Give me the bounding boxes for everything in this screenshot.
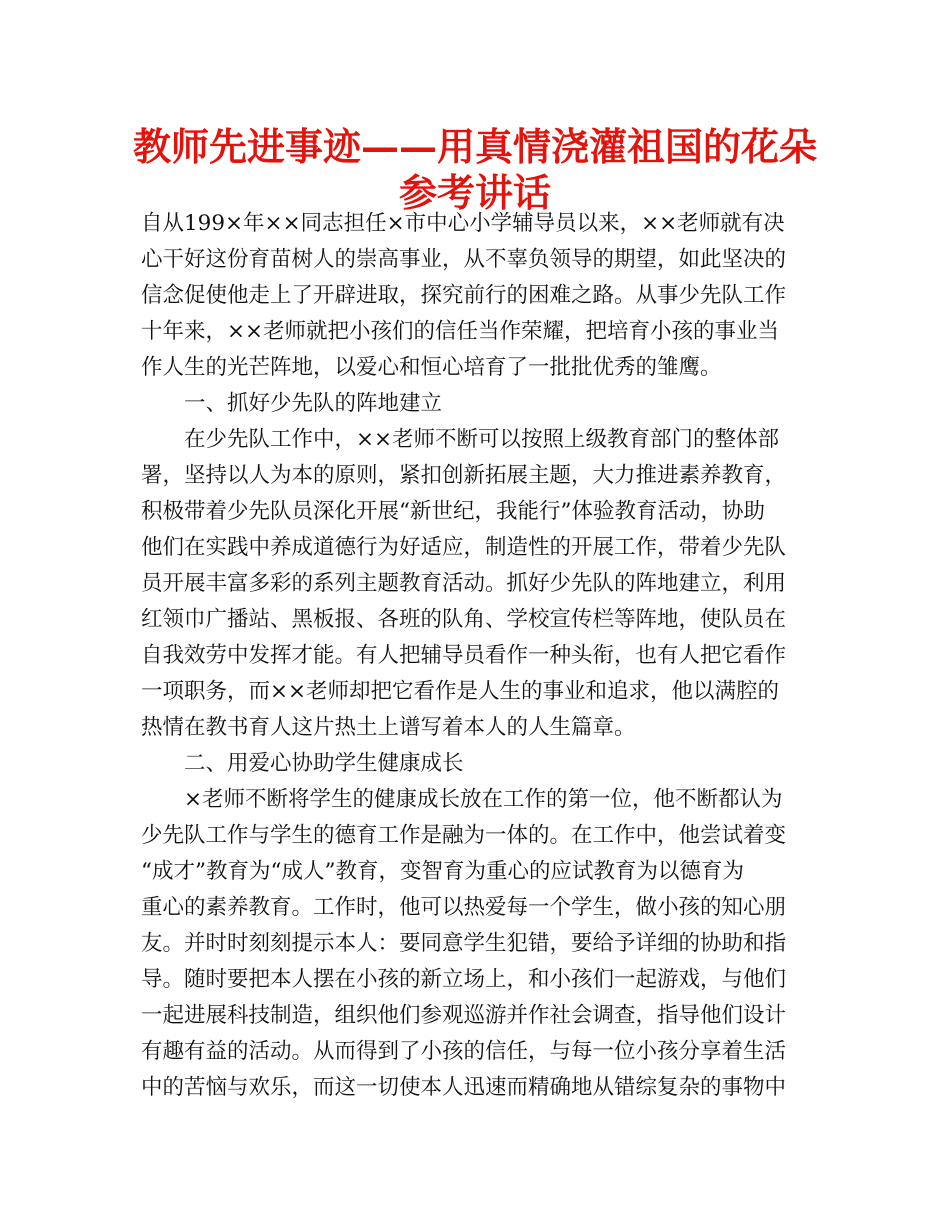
body-line: 红领巾广播站、黑板报、各班的队角、学校宣传栏等阵地，使队员在 [141,607,787,632]
body-line: 他们在实践中养成道德行为好适应，制造性的开展工作，带着少先队 [141,535,787,560]
body-line: 署，坚持以人为本的原则，紧扣创新拓展主题，大力推进素养教育， [141,463,787,488]
body-line: 在少先队工作中，××老师不断可以按照上级教育部门的整体部 [184,427,780,452]
body-line: 热情在教书育人这片热土上谱写着本人的人生篇章。 [141,715,636,740]
body-line: 导。随时要把本人摆在小孩的新立场上，和小孩们一起游戏，与他们 [141,967,787,992]
body-line: 员开展丰富多彩的系列主题教育活动。抓好少先队的阵地建立，利用 [141,571,787,596]
body-line: 作人生的光芒阵地，以爱心和恒心培育了一批批优秀的雏鹰。 [141,355,722,380]
body-line: “成才”教育为“成人”教育，变智育为重心的应试教育为以德育为 [141,859,744,884]
section-heading: 二、用爱心协助学生健康成长 [184,751,464,776]
document-subtitle: 参考讲话 [398,170,551,215]
body-line: ×老师不断将学生的健康成长放在工作的第一位，他不断都认为 [184,787,783,812]
body-line: 少先队工作与学生的德育工作是融为一体的。在工作中，他尝试着变 [141,823,787,848]
section-heading: 一、抓好少先队的阵地建立 [184,391,443,416]
body-line: 一起进展科技制造，组织他们参观巡游并作社会调查，指导他们设计 [141,1003,787,1028]
body-line: 重心的素养教育。工作时，他可以热爱每一个学生，做小孩的知心朋 [141,895,787,920]
body-line: 自我效劳中发挥才能。有人把辅导员看作一种头衔，也有人把它看作 [141,643,787,668]
document-title: 教师先进事迹——用真情浇灌祖国的花朵 [132,124,817,169]
body-line: 积极带着少先队员深化开展“新世纪，我能行”体验教育活动，协助 [141,499,765,524]
body-line: 心干好这份育苗树人的崇高事业，从不辜负领导的期望，如此坚决的 [141,247,787,272]
body-line: 信念促使他走上了开辟进取，探究前行的困难之路。从事少先队工作 [141,283,787,308]
document-body [141,206,821,1106]
body-line: 有趣有益的活动。从而得到了小孩的信任，与每一位小孩分享着生活 [141,1039,787,1064]
body-line: 自从199×年××同志担任×市中心小学辅导员以来，××老师就有决 [141,211,785,236]
body-line: 中的苦恼与欢乐，而这一切使本人迅速而精确地从错综复杂的事物中 [141,1075,787,1100]
body-line: 十年来，××老师就把小孩们的信任当作荣耀，把培育小孩的事业当 [141,319,780,344]
body-line: 友。并时时刻刻提示本人：要同意学生犯错，要给予详细的协助和指 [141,931,787,956]
body-line: 一项职务，而××老师却把它看作是人生的事业和追求，他以满腔的 [141,679,780,704]
